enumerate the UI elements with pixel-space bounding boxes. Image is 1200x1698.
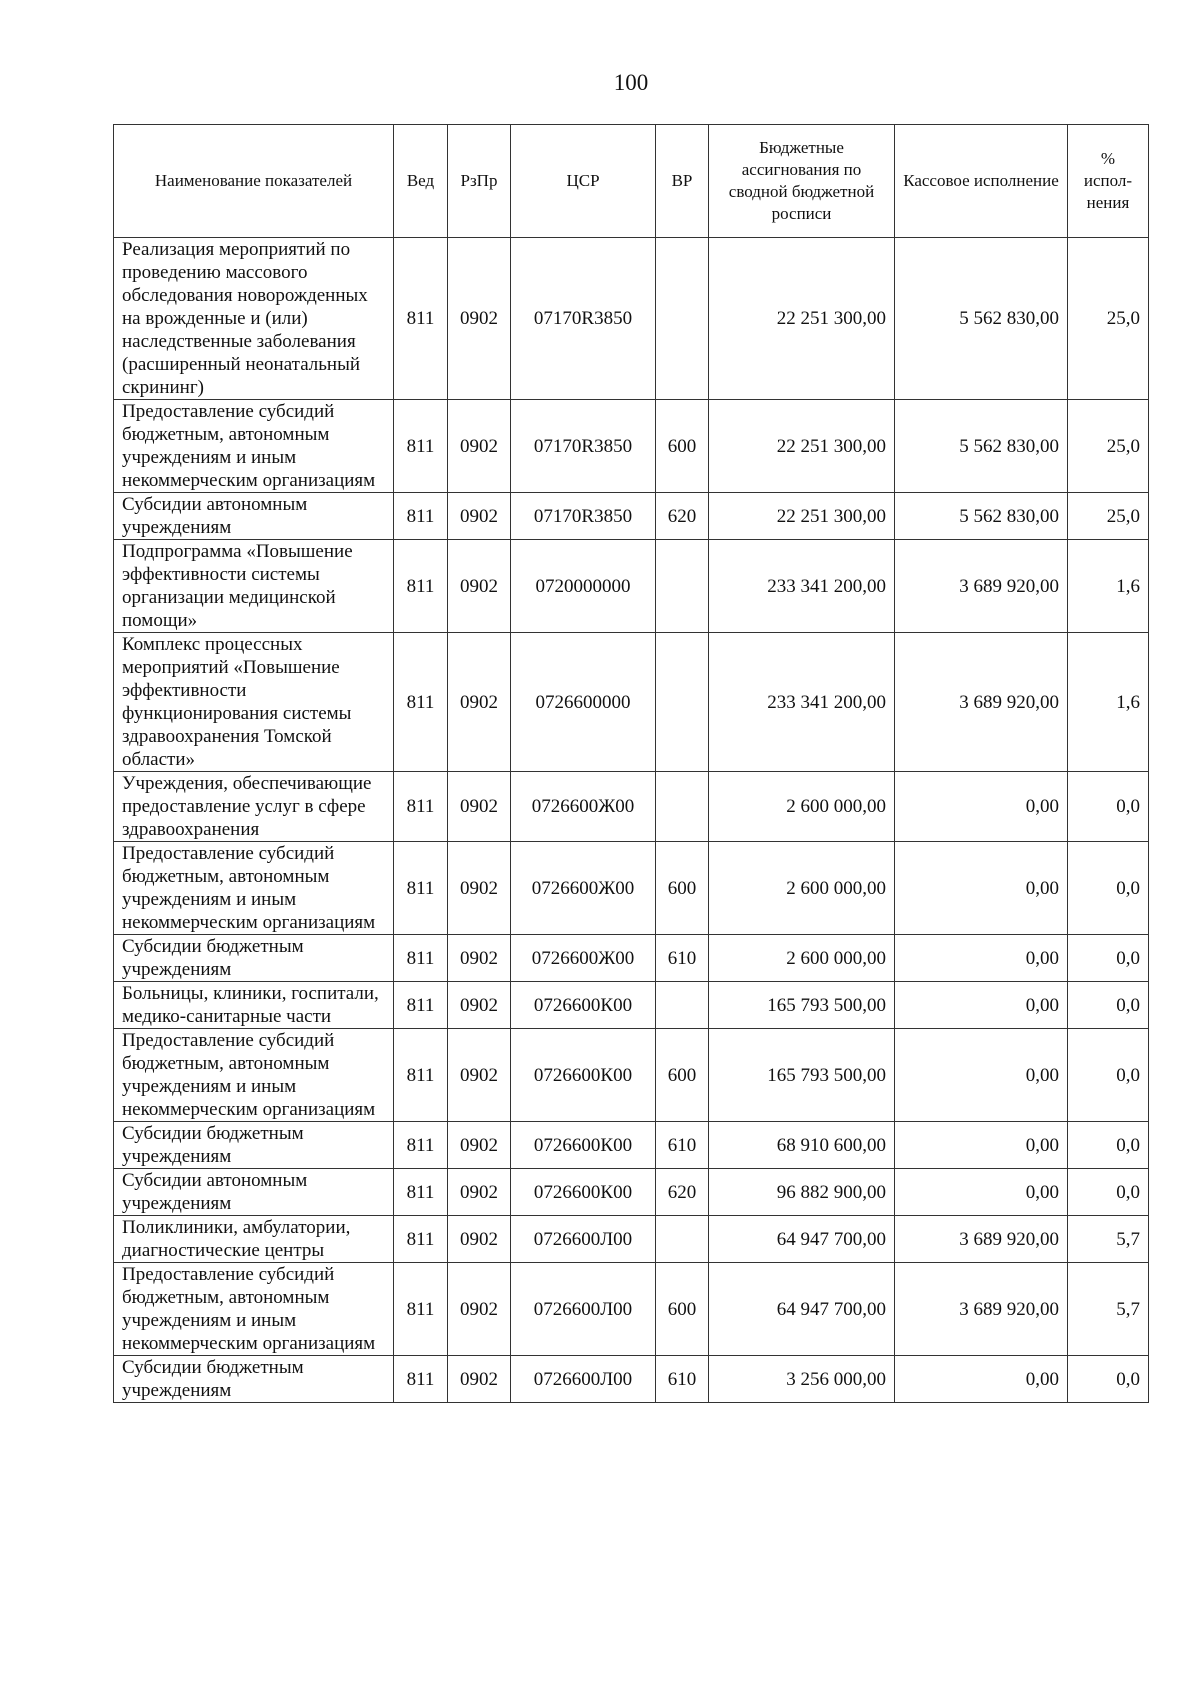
cell-csr: 0726600Ж00	[511, 935, 656, 982]
cell-name: Подпрограмма «Повышение эффективности системы организации медицинской помощи»	[114, 540, 394, 633]
cell-ved: 811	[394, 1122, 448, 1169]
table-row	[114, 540, 1149, 633]
cell-name: Реализация мероприятий по проведению массового обследования новорожденных на врожденные и (или) наследственные заболевания (расширенный неонатальный скрининг)	[114, 238, 394, 400]
cell-rzpr: 0902	[448, 1356, 511, 1403]
cell-rzpr: 0902	[448, 772, 511, 842]
cell-ved: 811	[394, 238, 448, 400]
cell-vr: 620	[656, 493, 709, 540]
cell-cash: 0,00	[895, 772, 1068, 842]
table-row	[114, 1169, 1149, 1216]
cell-budget: 64 947 700,00	[709, 1263, 895, 1356]
cell-percent: 25,0	[1068, 493, 1149, 540]
cell-vr: 620	[656, 1169, 709, 1216]
cell-ved: 811	[394, 1356, 448, 1403]
cell-cash: 3 689 920,00	[895, 540, 1068, 633]
cell-vr: 600	[656, 400, 709, 493]
table-row	[114, 400, 1149, 493]
cell-budget: 165 793 500,00	[709, 982, 895, 1029]
cell-cash: 5 562 830,00	[895, 400, 1068, 493]
table-row	[114, 1122, 1149, 1169]
cell-csr: 07170R3850	[511, 400, 656, 493]
cell-percent: 0,0	[1068, 772, 1149, 842]
cell-rzpr: 0902	[448, 1122, 511, 1169]
cell-ved: 811	[394, 842, 448, 935]
cell-csr: 07170R3850	[511, 238, 656, 400]
cell-vr	[656, 772, 709, 842]
cell-percent: 0,0	[1068, 1169, 1149, 1216]
cell-percent: 1,6	[1068, 540, 1149, 633]
cell-rzpr: 0902	[448, 935, 511, 982]
cell-name: Субсидии автономным учреждениям	[114, 1169, 394, 1216]
table-row	[114, 1216, 1149, 1263]
cell-csr: 0726600Ж00	[511, 842, 656, 935]
cell-vr	[656, 238, 709, 400]
cell-ved: 811	[394, 1263, 448, 1356]
cell-vr: 610	[656, 1122, 709, 1169]
cell-percent: 25,0	[1068, 400, 1149, 493]
cell-csr: 0726600К00	[511, 1122, 656, 1169]
cell-name: Предоставление субсидий бюджетным, автономным учреждениям и иным некоммерческим организациям	[114, 1029, 394, 1122]
cell-percent: 5,7	[1068, 1216, 1149, 1263]
cell-ved: 811	[394, 772, 448, 842]
cell-csr: 0726600К00	[511, 982, 656, 1029]
cell-name: Субсидии бюджетным учреждениям	[114, 1356, 394, 1403]
cell-budget: 2 600 000,00	[709, 772, 895, 842]
table-row	[114, 493, 1149, 540]
table-row	[114, 935, 1149, 982]
cell-vr: 600	[656, 1029, 709, 1122]
cell-budget: 22 251 300,00	[709, 238, 895, 400]
cell-rzpr: 0902	[448, 1263, 511, 1356]
header-name: Наименование показателей	[114, 125, 394, 238]
cell-budget: 3 256 000,00	[709, 1356, 895, 1403]
header-ved: Вед	[394, 125, 448, 238]
cell-vr	[656, 540, 709, 633]
cell-rzpr: 0902	[448, 633, 511, 772]
table-body	[114, 238, 1149, 1403]
header-budget: Бюджетные ассигнования по сводной бюджетной росписи	[709, 125, 895, 238]
cell-rzpr: 0902	[448, 493, 511, 540]
table-header	[114, 125, 1149, 238]
cell-budget: 233 341 200,00	[709, 540, 895, 633]
header-rzpr: РзПр	[448, 125, 511, 238]
cell-cash: 0,00	[895, 1029, 1068, 1122]
cell-vr	[656, 633, 709, 772]
cell-cash: 3 689 920,00	[895, 1216, 1068, 1263]
cell-rzpr: 0902	[448, 1169, 511, 1216]
cell-rzpr: 0902	[448, 1029, 511, 1122]
cell-cash: 5 562 830,00	[895, 493, 1068, 540]
cell-vr: 600	[656, 1263, 709, 1356]
cell-csr: 0726600Ж00	[511, 772, 656, 842]
cell-cash: 0,00	[895, 842, 1068, 935]
table-row	[114, 842, 1149, 935]
cell-ved: 811	[394, 1216, 448, 1263]
cell-name: Субсидии бюджетным учреждениям	[114, 1122, 394, 1169]
page-number: 100	[613, 70, 649, 95]
cell-budget: 64 947 700,00	[709, 1216, 895, 1263]
cell-cash: 3 689 920,00	[895, 1263, 1068, 1356]
cell-name: Субсидии бюджетным учреждениям	[114, 935, 394, 982]
budget-execution-table	[113, 124, 1149, 1403]
cell-percent: 0,0	[1068, 982, 1149, 1029]
cell-cash: 3 689 920,00	[895, 633, 1068, 772]
cell-ved: 811	[394, 633, 448, 772]
table-row	[114, 238, 1149, 400]
cell-ved: 811	[394, 400, 448, 493]
table-row	[114, 1263, 1149, 1356]
cell-vr: 610	[656, 1356, 709, 1403]
cell-csr: 07170R3850	[511, 493, 656, 540]
cell-percent: 25,0	[1068, 238, 1149, 400]
cell-cash: 0,00	[895, 1122, 1068, 1169]
cell-name: Поликлиники, амбулатории, диагностические центры	[114, 1216, 394, 1263]
cell-budget: 96 882 900,00	[709, 1169, 895, 1216]
cell-name: Учреждения, обеспечивающие предоставление услуг в сфере здравоохранения	[114, 772, 394, 842]
cell-percent: 5,7	[1068, 1263, 1149, 1356]
cell-budget: 165 793 500,00	[709, 1029, 895, 1122]
header-row	[114, 125, 1149, 238]
cell-budget: 68 910 600,00	[709, 1122, 895, 1169]
cell-csr: 0726600К00	[511, 1029, 656, 1122]
table-row	[114, 772, 1149, 842]
cell-cash: 0,00	[895, 982, 1068, 1029]
header-vr: ВР	[656, 125, 709, 238]
cell-percent: 0,0	[1068, 935, 1149, 982]
cell-vr: 610	[656, 935, 709, 982]
table-row	[114, 633, 1149, 772]
cell-name: Предоставление субсидий бюджетным, автономным учреждениям и иным некоммерческим организациям	[114, 1263, 394, 1356]
cell-name: Комплекс процессных мероприятий «Повышение эффективности функционирования системы здравоохранения Томской области»	[114, 633, 394, 772]
cell-rzpr: 0902	[448, 1216, 511, 1263]
cell-vr: 600	[656, 842, 709, 935]
cell-csr: 0726600000	[511, 633, 656, 772]
cell-name: Больницы, клиники, госпитали, медико-санитарные части	[114, 982, 394, 1029]
cell-rzpr: 0902	[448, 400, 511, 493]
cell-ved: 811	[394, 1169, 448, 1216]
cell-ved: 811	[394, 1029, 448, 1122]
header-cash: Кассовое исполнение	[895, 125, 1068, 238]
cell-ved: 811	[394, 493, 448, 540]
cell-csr: 0726600Л00	[511, 1356, 656, 1403]
cell-ved: 811	[394, 540, 448, 633]
cell-budget: 2 600 000,00	[709, 935, 895, 982]
table-row	[114, 1356, 1149, 1403]
cell-rzpr: 0902	[448, 982, 511, 1029]
cell-vr	[656, 1216, 709, 1263]
cell-vr	[656, 982, 709, 1029]
cell-cash: 0,00	[895, 1169, 1068, 1216]
cell-csr: 0726600Л00	[511, 1263, 656, 1356]
cell-percent: 0,0	[1068, 1029, 1149, 1122]
cell-percent: 0,0	[1068, 1122, 1149, 1169]
cell-name: Предоставление субсидий бюджетным, автономным учреждениям и иным некоммерческим организациям	[114, 400, 394, 493]
cell-rzpr: 0902	[448, 238, 511, 400]
cell-rzpr: 0902	[448, 842, 511, 935]
header-csr: ЦСР	[511, 125, 656, 238]
cell-csr: 0720000000	[511, 540, 656, 633]
cell-csr: 0726600Л00	[511, 1216, 656, 1263]
cell-percent: 0,0	[1068, 1356, 1149, 1403]
cell-ved: 811	[394, 935, 448, 982]
table-row	[114, 982, 1149, 1029]
table-row	[114, 1029, 1149, 1122]
cell-percent: 0,0	[1068, 842, 1149, 935]
cell-budget: 2 600 000,00	[709, 842, 895, 935]
cell-cash: 0,00	[895, 935, 1068, 982]
cell-name: Субсидии автономным учреждениям	[114, 493, 394, 540]
cell-cash: 0,00	[895, 1356, 1068, 1403]
cell-budget: 233 341 200,00	[709, 633, 895, 772]
cell-budget: 22 251 300,00	[709, 493, 895, 540]
cell-rzpr: 0902	[448, 540, 511, 633]
cell-ved: 811	[394, 982, 448, 1029]
cell-cash: 5 562 830,00	[895, 238, 1068, 400]
cell-csr: 0726600К00	[511, 1169, 656, 1216]
cell-budget: 22 251 300,00	[709, 400, 895, 493]
header-percent: % испол-нения	[1068, 125, 1149, 238]
cell-name: Предоставление субсидий бюджетным, автономным учреждениям и иным некоммерческим организациям	[114, 842, 394, 935]
cell-percent: 1,6	[1068, 633, 1149, 772]
